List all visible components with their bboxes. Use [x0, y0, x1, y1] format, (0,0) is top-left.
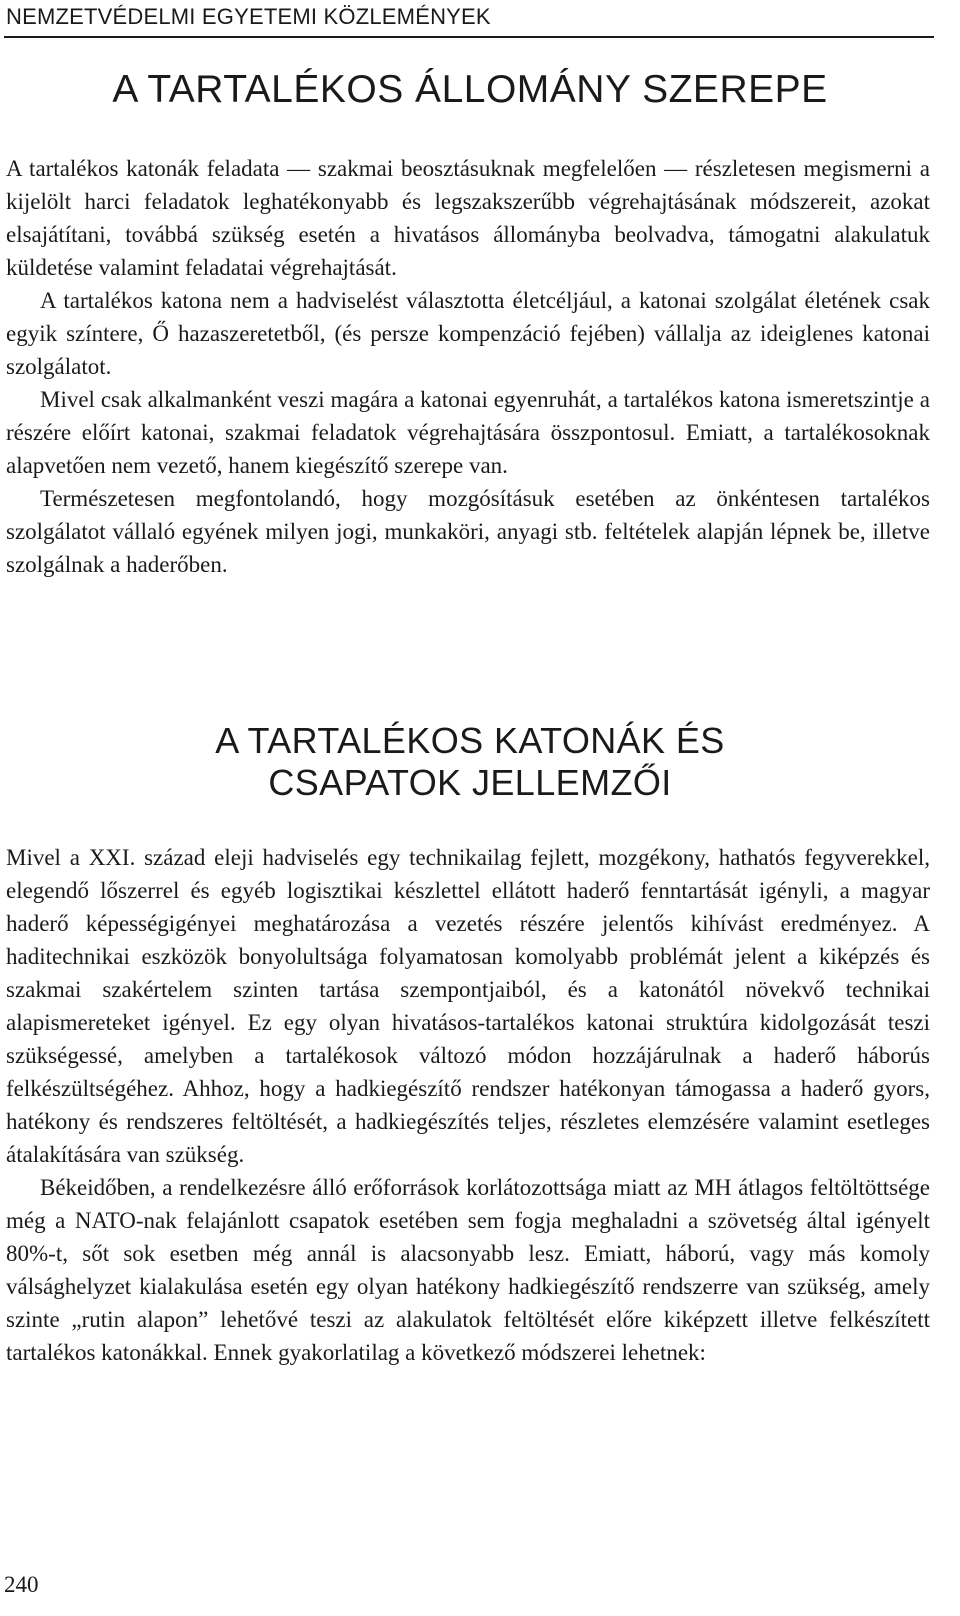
- paragraph: A tartalékos katonák feladata — szakmai beosztásuknak megfelelően — részletesen megismerni a kijelölt harci feladatok leghatékonyabb és legszakszerűbb végrehajtásának módszereit, azokat elsajátítani, továbbá szükség esetén a hivatásos állományba beolvadva, támogatni alakulatuk küldetése valamint feladatai végrehajtását.: [6, 156, 930, 280]
- header-rule: [4, 36, 934, 38]
- page-number: 240: [4, 1572, 39, 1597]
- paragraph: Békeidőben, a rendelkezésre álló erőforrások korlátozottsága miatt az MH átlagos feltöltöttsége még a NATO-nak felajánlott csapatok esetében sem fogja meghaladni a szövetség által igényelt 80%-t, sőt sok esetben még annál is alacsonyabb lesz. Emiatt, háború, vagy más komoly válsághelyzet kialakulása esetén egy olyan hatékony hadkiegészítő rendszerre van szükség, amely szinte „rutin alapon” lehetővé teszi az alakulatok feltöltését előre kiképzett illetve felkészített tartalékos katonákkal. Ennek gyakorlatilag a következő módszerei lehetnek:: [6, 1175, 930, 1365]
- section-title-2: [0, 720, 940, 804]
- section-2-body: [6, 841, 930, 1369]
- section-1-body: [6, 152, 930, 581]
- section-title-2-line-2: CSAPATOK JELLEMZŐI: [268, 762, 672, 803]
- paragraph: Mivel csak alkalmanként veszi magára a katonai egyenruhát, a tartalékos katona ismeretszintje a részére előírt katonai, szakmai feladatok végrehajtására összpontosul. Emiatt, a tartalékosoknak alapvetően nem vezető, hanem kiegészítő szerepe van.: [6, 387, 930, 478]
- section-title-1: A TARTALÉKOS ÁLLOMÁNY SZEREPE: [112, 68, 828, 111]
- paragraph: A tartalékos katona nem a hadviselést választotta életcéljául, a katonai szolgálat életének csak egyik színtere, Ő hazaszeretetből, (és persze kompenzáció fejében) vállalja az ideiglenes katonai szolgálatot.: [6, 288, 930, 379]
- running-header: NEMZETVÉDELMI EGYETEMI KÖZLEMÉNYEK: [6, 4, 491, 29]
- paragraph: Mivel a XXI. század eleji hadviselés egy technikailag fejlett, mozgékony, hathatós fegyverekkel, elegendő lőszerrel és egyéb logisztikai készlettel ellátott haderő fenntartását igényli, a magyar haderő képességigényei meghatározása a vezetés részére jelentős kihívást eredményez. A haditechnikai eszközök bonyolultsága folyamatosan komolyabb problémát jelent a kiképzés és szakmai szakértelem szinten tartása szempontjaiból, és a katonától növekvő technikai alapismereteket igényel. Ez egy olyan hivatásos-tartalékos katonai struktúra kidolgozását teszi szükségessé, amelyben a tartalékosok változó módon hozzájárulnak a haderő háborús felkészültségéhez. Ahhoz, hogy a hadkiegészítő rendszer hatékonyan támogassa a haderő gyors, hatékony és rendszeres feltöltését, a hadkiegészítés teljes, részletes elemzésére valamint esetleges átalakítására van szükség.: [6, 845, 930, 1167]
- paragraph: Természetesen megfontolandó, hogy mozgósításuk esetében az önkéntesen tartalékos szolgálatot vállaló egyének milyen jogi, munkaköri, anyagi stb. feltételek alapján lépnek be, illetve szolgálnak a haderőben.: [6, 486, 930, 577]
- section-title-2-line-1: A TARTALÉKOS KATONÁK ÉS: [215, 720, 725, 761]
